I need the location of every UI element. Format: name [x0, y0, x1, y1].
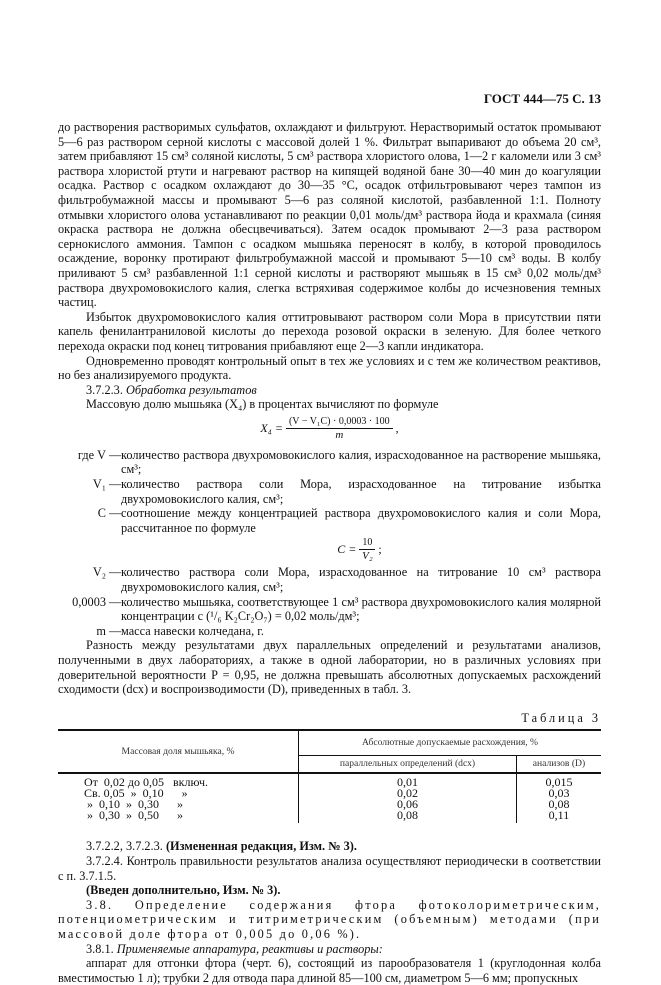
cell-D: 0,03: [516, 788, 601, 799]
paragraph: Избыток двухромовокислого калия оттитровывают раствором соли Мора в присутствии пяти капель фенилантраниловой кислоты до перехода розовой окраски в зеленую. Для более четкого перехода окраски под конец титрования прибавляют еще 2—3 капли индикатора.: [58, 309, 601, 353]
fraction: [359, 537, 375, 563]
formula-c: [118, 537, 601, 563]
formula-lhs: C =: [337, 542, 357, 557]
paragraph: 3.7.2.4. Контроль правильности результатов анализа осуществляют периодически в соответствии с п. 3.7.1.5.: [58, 853, 601, 883]
table-row: [58, 810, 601, 823]
section-number: 3.7.2.3.: [86, 382, 123, 397]
tolerance-table: [58, 729, 601, 823]
column-header-analyses: анализов (D): [516, 756, 601, 774]
column-group-header: Абсолютные допускаемые расхождения, %: [299, 730, 601, 756]
definition-text: количество раствора соли Мора, израсходованное на титрование 10 см³ раствора двухромовокислого калия, см³;: [121, 565, 601, 595]
amendment-text: (Измененная редакция, Изм. № 3).: [165, 839, 357, 854]
paragraph: до растворения растворимых сульфатов, охлаждают и фильтруют. Нерастворимый остаток промывают 5—6 раз раствором серной кислоты с массовой долей 1 %. Фильтрат выпаривают до объема 20 см³, затем прибавляют 15 см³ соляной кислоты, 5 см³ раствора хлористого олова, 1—2 г каломели или 3 см³ раствора хлористой ртути и нагревают раствор на кипящей водяной бане 30—40 мин до коагуляции осадка. Раствор с осадком охлаждают до 30—35 °С, осадок отфильтровывают через тампон из фильтробумажной массы и промывают 5—6 раз соляной кислотой, разбавленной 1:1. Полноту отмывки хлористого олова устанавливают по реакции 0,01 моль/дм³ раствора йода и крахмала (синяя окраска раствора не должна обесцвечиваться). Затем осадок промывают 2—3 раза раствором сернокислого аммония. Тампон с осадком мышьяка переносят в колбу, в которой проводилось осаждение, воронку протирают фильтробумажной массой и промывают 5—10 см³ воды. В колбу приливают 5 см³ разбавленной 1:1 серной кислоты и растворяют мышьяк в 15 см³ 0,02 моль/дм³ раствора двухромовокислого калия, слегка встряхивая содержимое колбы до исчезновения темных частиц.: [58, 120, 601, 310]
section-heading: [58, 383, 601, 398]
section-heading-spaced: 3.8. Определение содержания фтора фотоколориметрическим, потенциометрическим и титриметрическим (объемным) методами (при массовой доле фтора от 0,005 до 0,06 %).: [58, 897, 601, 941]
definitions-list: [58, 448, 601, 639]
definition-item: V₁ — количество раствора соли Мора, израсходованное на титрование избытка двухромовокислого калия, см³;: [58, 477, 601, 506]
definition-item: C — соотношение между концентрацией раствора двухромовокислого калия и соли Мора, рассчитанное по формуле: [58, 506, 601, 535]
section-title: Применяемые аппаратура, реактивы и растворы:: [116, 941, 383, 956]
fraction-denominator: m: [335, 428, 344, 441]
formula-lhs: X₄ =: [260, 420, 283, 435]
amendment-note: (Введен дополнительно, Изм. № 3).: [86, 883, 281, 898]
formula-tail: ,: [395, 420, 399, 435]
definition-symbol: 0,0003: [72, 594, 106, 609]
section-title: Обработка результатов: [125, 382, 257, 397]
definition-symbol: V₂: [92, 565, 106, 580]
fraction-denominator: V₂: [362, 550, 373, 563]
amendment-note: [58, 839, 601, 854]
definition-item: m — масса навески колчедана, г.: [58, 624, 601, 639]
definition-item: V₂ — количество раствора соли Мора, израсходованное на титрование 10 см³ раствора двухромовокислого калия, см³;: [58, 565, 601, 594]
definition-item: где V — количество раствора двухромовокислого калия, израсходованное на растворение мышьяка, см³;: [58, 448, 601, 477]
definition-text: количество раствора двухромовокислого калия, израсходованное на растворение мышьяка, см³;: [121, 447, 601, 477]
definition-symbol: где V: [77, 447, 106, 462]
cell-D: 0,015: [516, 773, 601, 788]
cell-range: » 0,10 » 0,30 »: [84, 797, 183, 812]
paragraph: Массовую долю мышьяка (X₄) в процентах вычисляют по формуле: [86, 397, 439, 412]
section-heading: [58, 942, 601, 957]
cell-range: » 0,30 » 0,50 »: [84, 808, 183, 823]
cell-d: 0,01: [299, 773, 517, 788]
cell-d: 0,08: [299, 810, 517, 823]
definition-text: соотношение между концентрацией раствора двухромовокислого калия и соли Мора, рассчитанное по формуле: [121, 506, 601, 535]
cell-range: От 0,02 до 0,05 включ.: [84, 775, 209, 790]
column-header-mass-fraction: Массовая доля мышьяка, %: [58, 730, 299, 773]
fraction-numerator: 10: [359, 537, 375, 550]
document-body: [58, 120, 601, 985]
amendment-sections: 3.7.2.2, 3.7.2.3.: [86, 839, 163, 854]
paragraph: Одновременно проводят контрольный опыт в тех же условиях и с тем же количеством реактивов, но без анализируемого продукта.: [58, 353, 601, 383]
page-header: ГОСТ 444—75 С. 13: [483, 91, 601, 106]
definition-text: количество мышьяка, соответствующее 1 см³ раствора двухромовокислого калия молярной концентрации c (¹/₆ K₂Cr₂O₇) = 0,02 моль/дм³;: [121, 594, 601, 624]
cell-D: 0,08: [516, 799, 601, 810]
definition-symbol: V₁: [92, 477, 106, 492]
cell-d: 0,02: [299, 788, 517, 799]
formula-x4: [58, 416, 601, 442]
paragraph: аппарат для отгонки фтора (черт. 6), состоящий из парообразователя 1 (круглодонная колба вместимостью 1 л); трубки 2 для отвода пара длиной 85—100 см, диаметром 5—6 мм; пропускных: [58, 956, 601, 985]
cell-D: 0,11: [516, 810, 601, 823]
section-number: 3.8.1.: [86, 941, 114, 956]
column-header-parallel: параллельных определений (dсх): [299, 756, 517, 774]
definition-text: масса навески колчедана, г.: [121, 623, 264, 638]
fraction-numerator: (V − V₁C) · 0,0003 · 100: [286, 416, 393, 429]
formula-tail: ;: [378, 542, 382, 557]
fraction: [286, 416, 393, 442]
paragraph: Разность между результатами двух параллельных определений и результатами анализов, полученными в двух лабораториях, а также в одной лаборатории, но в различных условиях при доверительной вероятности P = 0,95, не должна превышать абсолютных допускаемых расхождений сходимости (dсх) и воспроизводимости (D), приведенных в табл. 3.: [58, 638, 601, 697]
definition-symbol: C: [97, 506, 106, 521]
table-caption: Таблица 3: [521, 710, 601, 725]
definition-symbol: m: [96, 623, 106, 638]
definition-item: 0,0003 — количество мышьяка, соответствующее 1 см³ раствора двухромовокислого калия молярной концентрации c (¹/₆ K₂Cr₂O₇) = 0,02 моль/дм³;: [58, 595, 601, 624]
definition-text: количество раствора соли Мора, израсходованное на титрование избытка двухромовокислого калия, см³;: [121, 477, 601, 506]
cell-d: 0,06: [299, 799, 517, 810]
cell-range: Св. 0,05 » 0,10 »: [84, 786, 188, 801]
